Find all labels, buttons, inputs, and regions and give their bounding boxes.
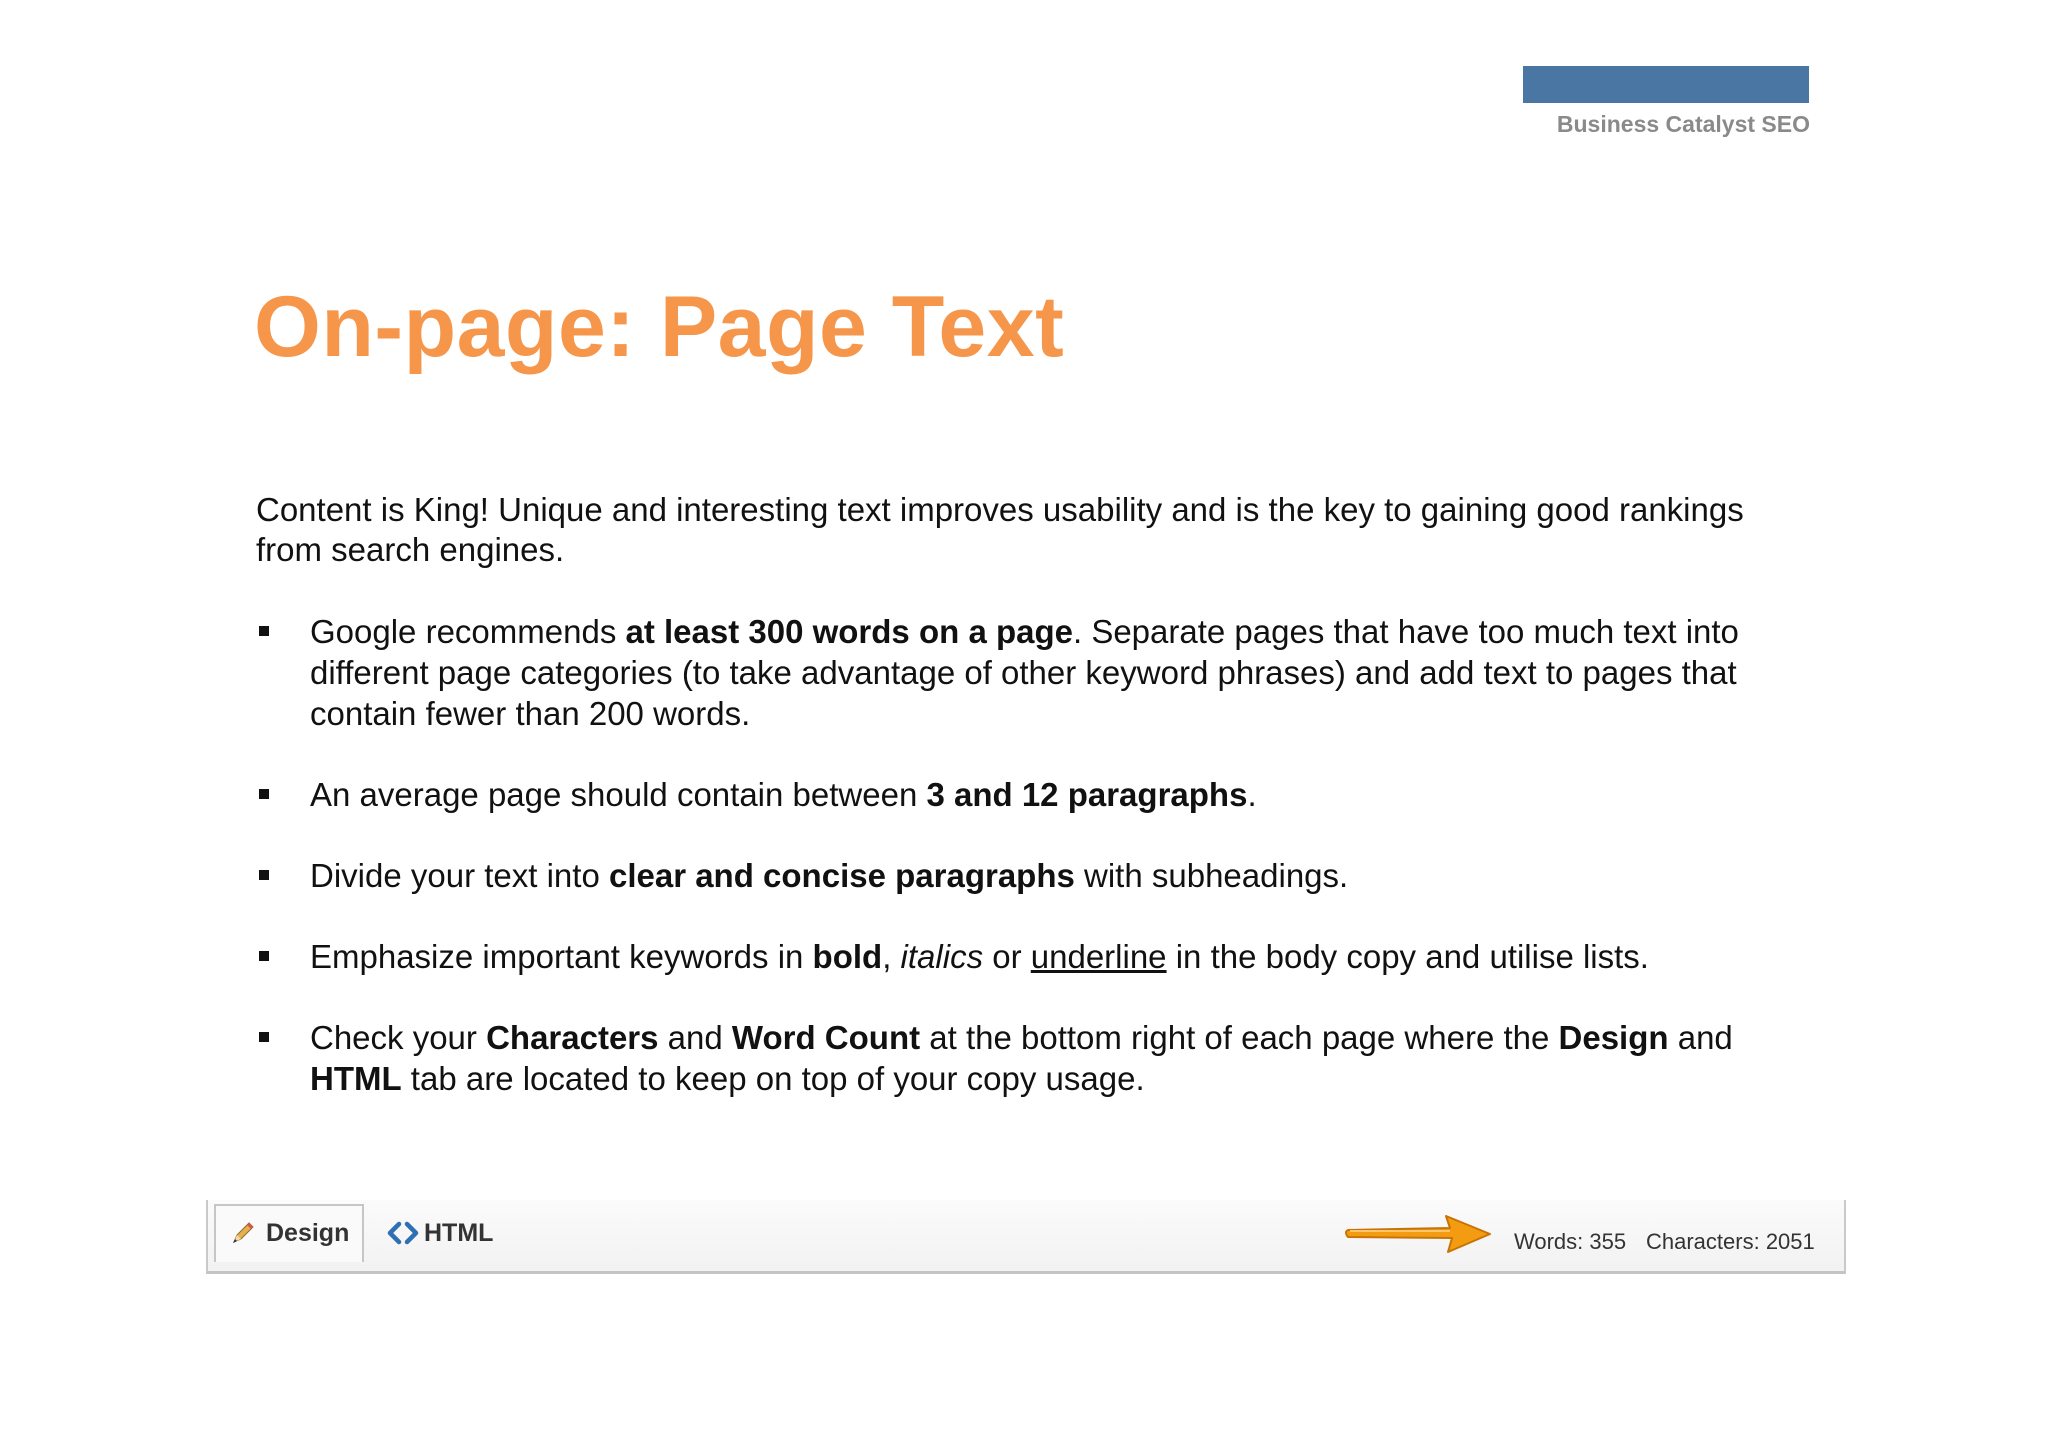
bullet-text-run: underline [1030, 938, 1167, 975]
bullet-item [256, 1017, 1816, 1099]
bullet-text-run: Google recommends [310, 613, 626, 650]
bullet-text-run: italics [900, 938, 984, 975]
bullet-text-run: bold [812, 938, 883, 975]
bullet-text-run: An average page should contain between [310, 776, 927, 813]
bullet-list [256, 611, 1816, 1139]
bullet-text-run: HTML [310, 1060, 402, 1097]
bullet-text-run: Check your [310, 1019, 487, 1056]
bullet-text-run: Divide your text into [310, 857, 609, 894]
header-label: Business Catalyst SEO [1556, 111, 1810, 137]
bullet-text-run: Design [1558, 1019, 1669, 1056]
bullet-text-run: tab are located to keep on top of your copy usage. [401, 1060, 1145, 1097]
editor-toolbar-screenshot [206, 1200, 1846, 1274]
bullet-text-run: . [1247, 776, 1257, 813]
bullet-text-run: Word Count [731, 1019, 921, 1056]
slide-title: On-page: Page Text [254, 279, 1065, 375]
bullet-text-run: with subheadings. [1074, 857, 1349, 894]
header-bar [1523, 66, 1809, 103]
tab-design-label: Design [266, 1219, 350, 1247]
tab-html [380, 1208, 520, 1260]
tab-html-label: HTML [424, 1219, 494, 1247]
bullet-item [256, 936, 1816, 977]
code-icon [386, 1220, 420, 1246]
bullet-text-run: . Separate pages that have too much text into different page categories (to take advantage of other keyword phrases) and add text to pages that contain fewer than 200 words. [310, 613, 1739, 732]
bullet-item [256, 611, 1816, 734]
bullet-marker [259, 951, 269, 961]
bullet-text-run: in the body copy and utilise lists. [1166, 938, 1649, 975]
character-count: Characters: 2051 [1646, 1229, 1815, 1254]
bullet-text-run: or [983, 938, 1031, 975]
bullet-text-run: at least 300 words on a page [625, 613, 1073, 650]
arrow-right-icon [1340, 1210, 1504, 1258]
pencil-icon [230, 1220, 256, 1246]
bullet-text-run: and [658, 1019, 732, 1056]
bullet-marker [259, 789, 269, 799]
bullet-text-run: at the bottom right of each page where the [920, 1019, 1559, 1056]
bullet-text-run: and [1668, 1019, 1733, 1056]
bullet-item [256, 855, 1816, 896]
bullet-text-run: Characters [486, 1019, 659, 1056]
bullet-marker [259, 870, 269, 880]
bullet-marker [259, 626, 269, 636]
intro-paragraph: Content is King! Unique and interesting text improves usability and is the key to gaining good rankings from search engines. [256, 491, 1744, 568]
bullet-text-run: 3 and 12 paragraphs [926, 776, 1248, 813]
bullet-text-run: , [882, 938, 901, 975]
bullet-text-run: Emphasize important keywords in [310, 938, 813, 975]
word-count: Words: 355 [1514, 1229, 1627, 1254]
tab-design [214, 1204, 364, 1262]
bullet-text-run: clear and concise paragraphs [608, 857, 1075, 894]
bullet-item [256, 774, 1816, 815]
bullet-marker [259, 1032, 269, 1042]
